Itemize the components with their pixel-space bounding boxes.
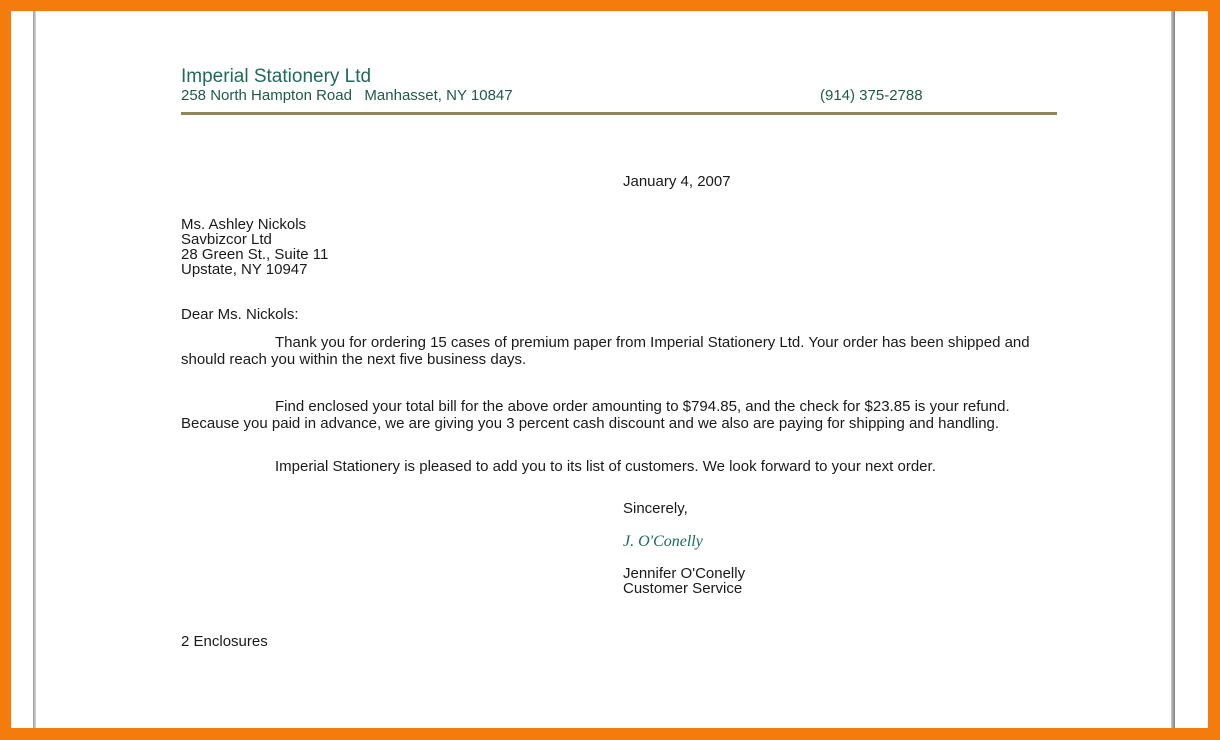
recipient-city: Upstate, NY 10947 (181, 261, 308, 278)
company-name: Imperial Stationery Ltd (181, 66, 372, 87)
recipient-company: Savbizcor Ltd (181, 231, 272, 248)
page-right-edge (1171, 11, 1175, 728)
company-address: 258 North Hampton Road Manhasset, NY 10847 (181, 87, 513, 104)
salutation: Dear Ms. Nickols: (181, 306, 299, 323)
recipient-street: 28 Green St., Suite 11 (181, 246, 329, 263)
closing: Sincerely, (623, 500, 688, 517)
letter-date: January 4, 2007 (623, 173, 731, 190)
letterhead-divider (181, 112, 1057, 115)
enclosures-note: 2 Enclosures (181, 633, 268, 650)
signer-title: Customer Service (623, 580, 743, 597)
company-phone: (914) 375-2788 (820, 87, 923, 104)
signer-name: Jennifer O'Conelly (623, 565, 746, 582)
body-paragraph: Find enclosed your total bill for the above order amounting to $794.85, and the check for $23.85 is your refund. Because you paid in advance, we are giving you 3 percent cash discount and we also are paying for shipping and handling. (181, 398, 1010, 432)
signature: J. O'Conelly (623, 533, 703, 550)
body-paragraph: Imperial Stationery is pleased to add you to its list of customers. We look forward to your next order. (275, 458, 936, 475)
body-paragraph: Thank you for ordering 15 cases of premium paper from Imperial Stationery Ltd. Your order has been shipped and should reach you within the next five business days. (181, 334, 1030, 368)
page-left-edge (33, 11, 36, 728)
letter-page (11, 11, 1208, 728)
recipient-name: Ms. Ashley Nickols (181, 216, 307, 233)
